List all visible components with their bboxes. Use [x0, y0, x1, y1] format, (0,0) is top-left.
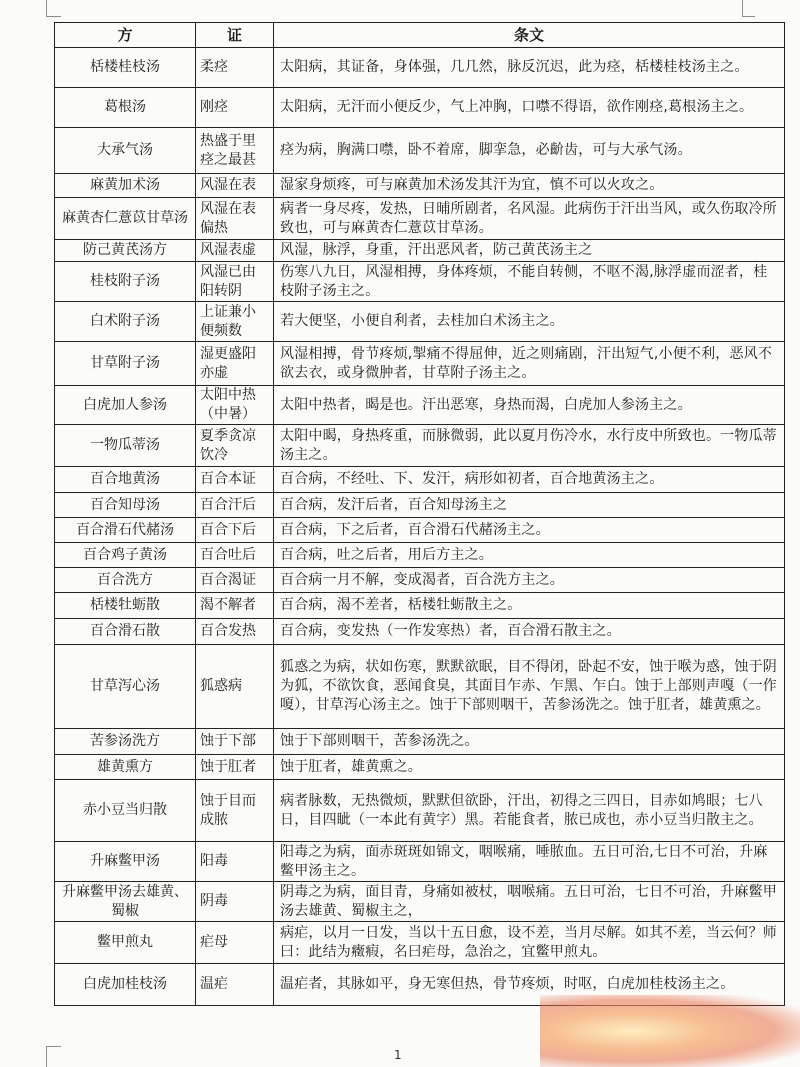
cell-fang: 百合滑石散 [55, 619, 196, 645]
cell-zheng: 阳毒 [196, 842, 274, 882]
table-row [55, 842, 785, 882]
prescription-table [54, 22, 785, 1006]
table-row [55, 493, 785, 518]
cell-fang: 百合洗方 [55, 568, 196, 593]
cell-zheng: 夏季贪凉饮冷 [196, 425, 274, 467]
cell-zheng: 风湿已由阳转阴 [196, 262, 274, 302]
table-row [55, 593, 785, 619]
cell-zheng: 蚀于目而成脓 [196, 780, 274, 842]
cell-tiaowen: 百合病，变发热（一作发寒热）者，百合滑石散主之。 [274, 619, 785, 645]
cell-zheng: 百合本证 [196, 467, 274, 493]
cell-tiaowen: 百合病，发汗后者，百合知母汤主之 [274, 493, 785, 518]
cell-tiaowen: 太阳中热者，暍是也。汗出恶寒，身热而渴，白虎加人参汤主之。 [274, 386, 785, 425]
cell-zheng: 柔痉 [196, 48, 274, 88]
header-fang: 方 [55, 23, 196, 48]
cell-zheng: 疟母 [196, 922, 274, 964]
cell-zheng: 狐惑病 [196, 645, 274, 729]
table-row [55, 386, 785, 425]
cell-zheng: 太阳中热（中暑） [196, 386, 274, 425]
cell-tiaowen: 痉为病，胸满口噤，卧不着席，脚挛急，必齘齿，可与大承气汤。 [274, 128, 785, 174]
cell-fang: 甘草附子汤 [55, 342, 196, 386]
cell-fang: 升麻鳖甲汤去雄黄、蜀椒 [55, 882, 196, 922]
cell-tiaowen: 风湿，脉浮，身重，汗出恶风者，防己黄芪汤主之 [274, 240, 785, 262]
crop-mark-bottom-left [46, 1046, 61, 1067]
cell-zheng: 风湿表虚 [196, 240, 274, 262]
cell-tiaowen: 太阳病，无汗而小便反少，气上冲胸，口噤不得语，欲作刚痉,葛根汤主之。 [274, 88, 785, 128]
cell-tiaowen: 病者一身尽疼，发热，日晡所剧者，名风湿。此病伤于汗出当风，或久伤取冷所致也，可与麻黄杏仁薏苡甘草汤。 [274, 198, 785, 240]
cell-tiaowen: 伤寒八九日，风湿相搏，身体疼烦，不能自转侧，不呕不渴,脉浮虚而涩者，桂枝附子汤主之。 [274, 262, 785, 302]
table-body [55, 48, 785, 1006]
cell-tiaowen: 太阳中暍，身热疼重，而脉微弱，此以夏月伤冷水，水行皮中所致也。一物瓜蒂汤主之。 [274, 425, 785, 467]
cell-tiaowen: 温疟者，其脉如平，身无寒但热，骨节疼烦，时呕，白虎加桂枝汤主之。 [274, 964, 785, 1006]
cell-tiaowen: 蚀于肛者，雄黄熏之。 [274, 755, 785, 780]
table-row [55, 882, 785, 922]
cell-zheng: 阴毒 [196, 882, 274, 922]
cell-zheng: 热盛于里痉之最甚 [196, 128, 274, 174]
cell-zheng: 湿更盛阳亦虚 [196, 342, 274, 386]
cell-tiaowen: 湿家身烦疼，可与麻黄加术汤发其汗为宜，慎不可以火攻之。 [274, 174, 785, 198]
cell-fang: 百合鸡子黄汤 [55, 543, 196, 568]
cell-tiaowen: 阴毒之为病，面目青，身痛如被杖，咽喉痛。五日可治，七日不可治，升麻鳖甲汤去雄黄、蜀椒主之， [274, 882, 785, 922]
table-row [55, 518, 785, 543]
cell-tiaowen: 百合病一月不解，变成渴者，百合洗方主之。 [274, 568, 785, 593]
cell-tiaowen: 若大便坚，小便自利者，去桂加白术汤主之。 [274, 302, 785, 342]
cell-fang: 百合知母汤 [55, 493, 196, 518]
table-row [55, 48, 785, 88]
table-row [55, 543, 785, 568]
cell-tiaowen: 太阳病，其证备，身体强，几几然，脉反沉迟，此为痉，栝楼桂枝汤主之。 [274, 48, 785, 88]
cell-zheng: 蚀于肛者 [196, 755, 274, 780]
cell-fang: 升麻鳖甲汤 [55, 842, 196, 882]
header-tiaowen: 条文 [274, 23, 785, 48]
cell-fang: 百合地黄汤 [55, 467, 196, 493]
cell-fang: 百合滑石代赭汤 [55, 518, 196, 543]
table-row [55, 88, 785, 128]
cell-tiaowen: 病疟，以月一日发，当以十五日愈，设不差，当月尽解。如其不差，当云何？师曰：此结为癥瘕，名曰疟母，急治之，宜鳖甲煎丸。 [274, 922, 785, 964]
cell-zheng: 渴不解者 [196, 593, 274, 619]
cell-fang: 白术附子汤 [55, 302, 196, 342]
table-header-row [55, 23, 785, 48]
table-row [55, 302, 785, 342]
cell-zheng: 百合吐后 [196, 543, 274, 568]
cell-tiaowen: 百合病，下之后者，百合滑石代赭汤主之。 [274, 518, 785, 543]
cell-fang: 白虎加桂枝汤 [55, 964, 196, 1006]
crop-mark-top-right [742, 0, 755, 17]
cell-tiaowen: 阳毒之为病，面赤斑斑如锦文，咽喉痛，唾脓血。五日可治,七日不可治，升麻鳖甲汤主之。 [274, 842, 785, 882]
table-row [55, 964, 785, 1006]
cell-fang: 葛根汤 [55, 88, 196, 128]
table-row [55, 174, 785, 198]
cell-zheng: 风湿在表 [196, 174, 274, 198]
cell-fang: 麻黄杏仁薏苡甘草汤 [55, 198, 196, 240]
cell-zheng: 温疟 [196, 964, 274, 1006]
table-row [55, 922, 785, 964]
cell-zheng: 百合渴证 [196, 568, 274, 593]
cell-fang: 一物瓜蒂汤 [55, 425, 196, 467]
cell-tiaowen: 百合病，不经吐、下、发汗，病形如初者，百合地黄汤主之。 [274, 467, 785, 493]
cell-fang: 麻黄加术汤 [55, 174, 196, 198]
cell-tiaowen: 蚀于下部则咽干，苦参汤洗之。 [274, 729, 785, 755]
cell-tiaowen: 百合病，吐之后者，用后方主之。 [274, 543, 785, 568]
cell-zheng: 风湿在表偏热 [196, 198, 274, 240]
cell-zheng: 百合汗后 [196, 493, 274, 518]
table-row [55, 568, 785, 593]
cell-fang: 甘草泻心汤 [55, 645, 196, 729]
table-row [55, 262, 785, 302]
table-row [55, 198, 785, 240]
table-row [55, 780, 785, 842]
cell-fang: 栝楼牡蛎散 [55, 593, 196, 619]
cell-tiaowen: 狐惑之为病，状如伤寒，默默欲眠，目不得闭，卧起不安，蚀于喉为惑，蚀于阴为狐，不欲饮食，恶闻食臭，其面目乍赤、乍黑、乍白。蚀于上部则声嘎（一作嗄），甘草泻心汤主之。蚀于下部则咽干，苦参汤洗之。蚀于肛者，雄黄熏之。 [274, 645, 785, 729]
table-row [55, 467, 785, 493]
table-row [55, 240, 785, 262]
cell-tiaowen: 病者脉数，无热微烦，默默但欲卧，汗出，初得之三四日，目赤如鸠眼；七八日，目四眦（一本此有黄字）黑。若能食者，脓已成也，赤小豆当归散主之。 [274, 780, 785, 842]
cell-zheng: 百合下后 [196, 518, 274, 543]
table-row [55, 425, 785, 467]
cell-zheng: 上证兼小便频数 [196, 302, 274, 342]
page-number: 1 [394, 1048, 402, 1062]
cell-zheng: 刚痉 [196, 88, 274, 128]
table-row [55, 128, 785, 174]
cell-fang: 鳖甲煎丸 [55, 922, 196, 964]
cell-tiaowen: 风湿相搏，骨节疼烦,掣痛不得屈伸，近之则痛剧，汗出短气,小便不利，恶风不欲去衣，或身微肿者，甘草附子汤主之。 [274, 342, 785, 386]
crop-mark-top-left [46, 0, 61, 17]
cell-zheng: 百合发热 [196, 619, 274, 645]
cell-fang: 栝楼桂枝汤 [55, 48, 196, 88]
cell-fang: 桂枝附子汤 [55, 262, 196, 302]
cell-fang: 苦参汤洗方 [55, 729, 196, 755]
table-row [55, 729, 785, 755]
cell-fang: 防己黄芪汤方 [55, 240, 196, 262]
table-row [55, 619, 785, 645]
cell-fang: 大承气汤 [55, 128, 196, 174]
table-row [55, 755, 785, 780]
cell-fang: 雄黄熏方 [55, 755, 196, 780]
cell-fang: 赤小豆当归散 [55, 780, 196, 842]
table-row [55, 342, 785, 386]
header-zheng: 证 [196, 23, 274, 48]
cell-zheng: 蚀于下部 [196, 729, 274, 755]
cell-fang: 白虎加人参汤 [55, 386, 196, 425]
table-row [55, 645, 785, 729]
cell-tiaowen: 百合病，渴不差者，栝楼牡蛎散主之。 [274, 593, 785, 619]
